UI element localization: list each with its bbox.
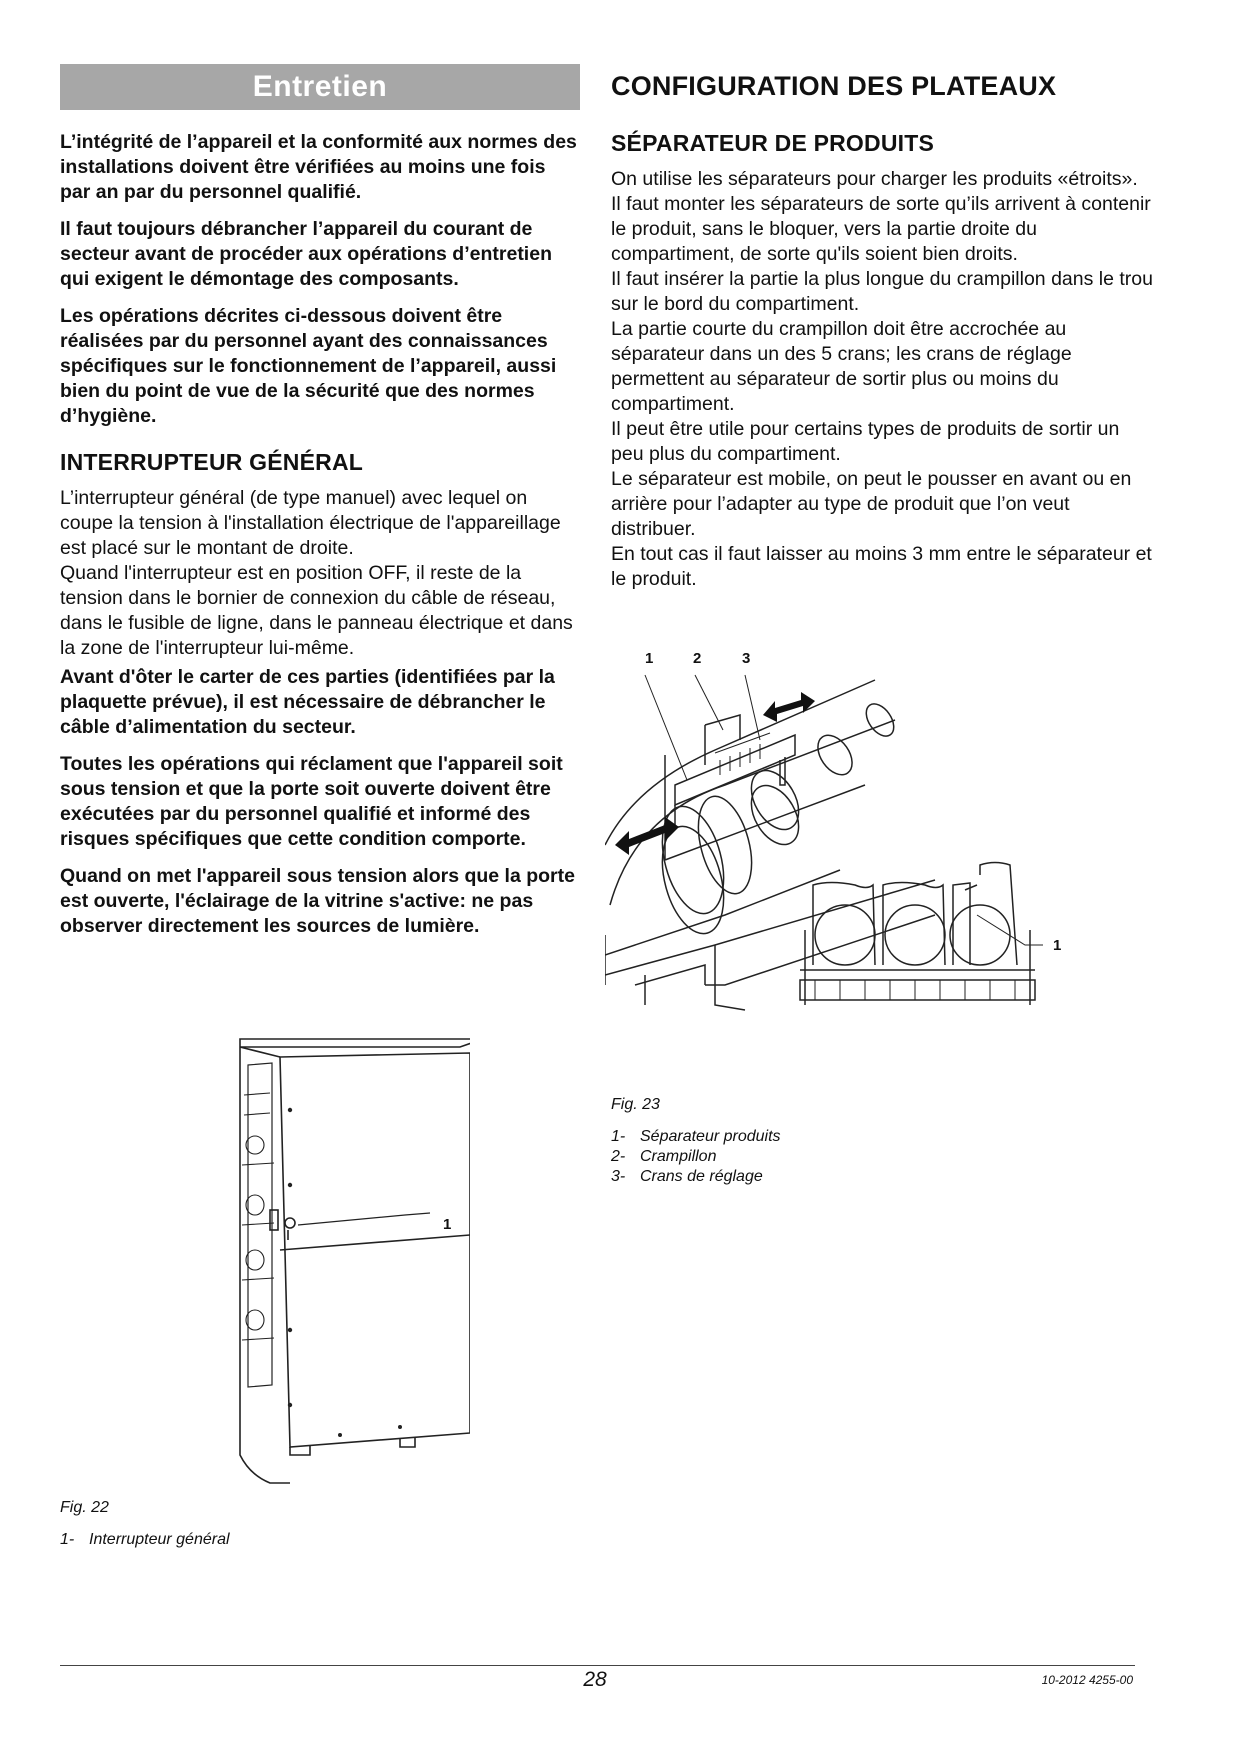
legend-text: Crans de réglage <box>640 1168 763 1185</box>
switch-heading: INTERRUPTEUR GÉNÉRAL <box>60 449 364 475</box>
legend-text: Crampillon <box>640 1148 717 1165</box>
body-line: En tout cas il faut laisser au moins 3 mm entre le séparateur et le produit. <box>611 543 1152 590</box>
fig23-legend-item <box>611 1127 781 1147</box>
switch-paragraph: Quand l'interrupteur est en position OFF, il reste de la tension dans le bornier de connexion du câble de réseau, dans le fusible de ligne, dans le panneau électrique et dans la zone de l'interrupteur lui-même. <box>60 562 573 659</box>
warning-paragraph: Quand on met l'appareil sous tension alors que la porte est ouverte, l'éclairage de la vitrine s'active: ne pas observer directement les sources de lumière. <box>60 865 575 937</box>
section-banner: Entretien <box>60 64 580 110</box>
fig23-callout-1: 1 <box>645 650 654 667</box>
document-code: 10-2012 4255-00 <box>1041 1673 1133 1687</box>
fig23-caption: Fig. 23 <box>611 1096 660 1113</box>
warning-paragraph: Avant d'ôter le carter de ces parties (identifiées par la plaquette prévue), il est nécessaire de débrancher le câble d’alimentation du secteur. <box>60 666 555 738</box>
sub-heading: SÉPARATEUR DE PRODUITS <box>611 130 935 156</box>
fig22-caption: Fig. 22 <box>60 1499 109 1516</box>
separator-body <box>611 167 1156 592</box>
body-line: Il faut monter les séparateurs de sorte qu’ils arrivent à contenir le produit, sans le bloquer, vers la partie droite du compartiment, de sorte qu'ils soient bien droits. <box>611 193 1151 265</box>
legend-text: Interrupteur général <box>89 1531 230 1548</box>
body-line: Il peut être utile pour certains types de produits de sortir un peu plus du compartiment. <box>611 418 1120 465</box>
fig23-legend-item <box>611 1167 781 1187</box>
right-column <box>611 64 1156 592</box>
body-line: Il faut insérer la partie la plus longue du crampillon dans le trou sur le bord du compartiment. <box>611 268 1153 315</box>
main-heading: CONFIGURATION DES PLATEAUX <box>611 71 1057 101</box>
legend-number: 3- <box>611 1168 626 1185</box>
fig23-callout-side: 1 <box>1053 937 1062 954</box>
fig22-legend-item <box>60 1530 230 1550</box>
intro-paragraph: L’intégrité de l’appareil et la conformité aux normes des installations doivent être vérifiées au moins une fois par an par du personnel qualifié. <box>60 131 577 203</box>
body-line: La partie courte du crampillon doit être accrochée au séparateur dans un des 5 crans; les crans de réglage permettent au séparateur de sortir plus ou moins du compartiment. <box>611 318 1072 415</box>
fig23-caption-block <box>611 1095 781 1187</box>
legend-number: 2- <box>611 1148 626 1165</box>
fig22-caption-block <box>60 1498 230 1550</box>
legend-number: 1- <box>60 1531 75 1548</box>
switch-paragraph: L’interrupteur général (de type manuel) avec lequel on coupe la tension à l'installation électrique de l'appareillage est placé sur le montant de droite. <box>60 487 561 559</box>
tray-separator-illustration <box>605 645 1145 1085</box>
legend-text: Séparateur produits <box>640 1128 781 1145</box>
warning-paragraph: Toutes les opérations qui réclament que l'appareil soit sous tension et que la porte soit ouverte doivent être exécutées par du personnel qualifié et informé des risques spécifiques que cette condition comporte. <box>60 753 563 850</box>
left-column <box>60 64 580 951</box>
fig22-callout: 1 <box>443 1216 452 1233</box>
intro-paragraph: Il faut toujours débrancher l’appareil du courant de secteur avant de procéder aux opérations d’entretien qui exigent le démontage des composants. <box>60 218 552 290</box>
fig23-callout-3: 3 <box>742 650 751 667</box>
footer-rule <box>60 1665 1135 1666</box>
body-line: On utilise les séparateurs pour charger les produits «étroits». <box>611 168 1138 190</box>
fig23-legend-item <box>611 1147 781 1167</box>
fig23-callout-2: 2 <box>693 650 702 667</box>
intro-paragraph: Les opérations décrites ci-dessous doivent être réalisées par du personnel ayant des connaissances spécifiques sur le fonctionnement de l’appareil, aussi bien du point de vue de la sécurité que des normes d’hygiène. <box>60 305 557 427</box>
page-number: 28 <box>583 1668 607 1691</box>
legend-number: 1- <box>611 1128 626 1145</box>
vending-machine-illustration <box>230 1035 470 1485</box>
body-line: Le séparateur est mobile, on peut le pousser en avant ou en arrière pour l’adapter au type de produit que l’on veut distribuer. <box>611 468 1132 540</box>
